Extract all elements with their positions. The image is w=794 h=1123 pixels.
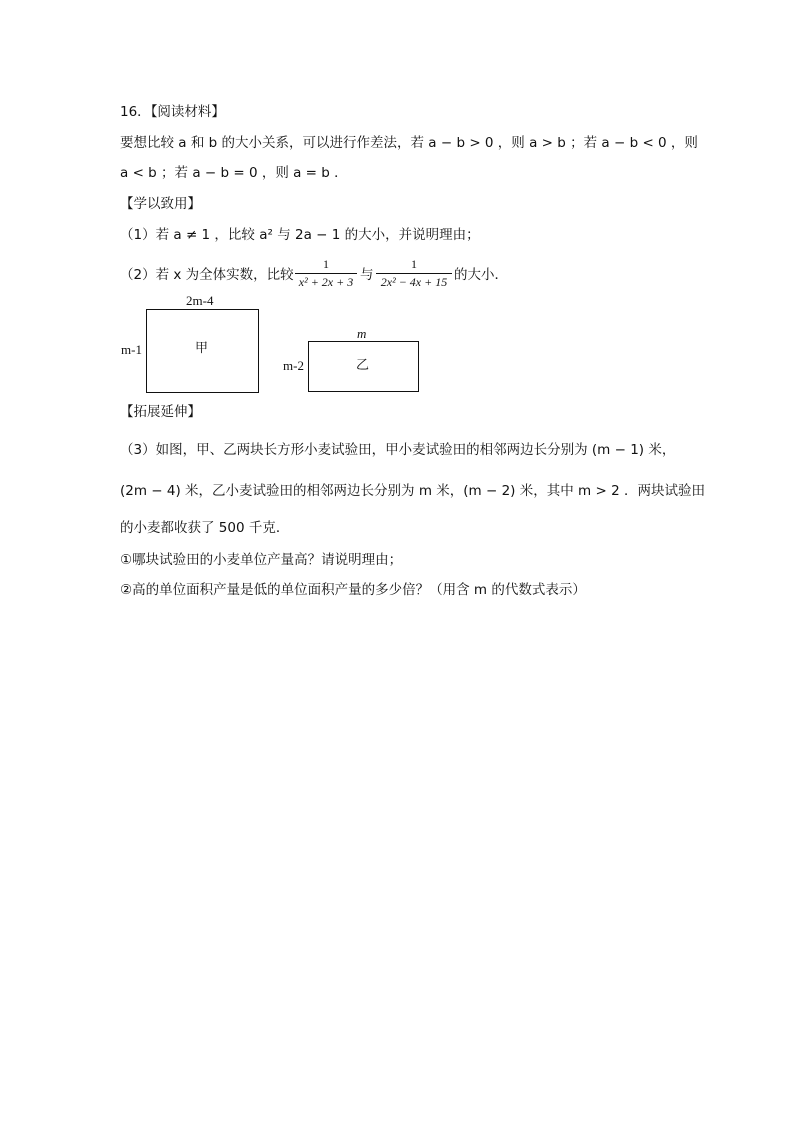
fraction-1-denominator: x² + 2x + 3 [298,275,354,289]
reading-line-2: a < b ；若 a − b = 0 ，则 a = b ． [120,165,348,181]
fraction-2-denominator: 2x² − 4x + 15 [380,275,448,289]
field-b-side-label: m-2 [283,358,304,373]
apply-heading: 【学以致用】 [120,196,201,212]
reading-heading: 【阅读材料】 [150,104,225,120]
extend-heading: 【拓展延伸】 [120,404,201,420]
field-b-name: 乙 [356,358,370,373]
sub-question-2: ②高的单位面积产量是低的单位面积产量的多少倍？（用含 m 的代数式表示） [120,582,586,598]
fraction-2 [376,257,452,291]
question-1: （1）若 a ≠ 1 ，比较 a² 与 2a − 1 的大小，并说明理由； [120,227,480,243]
question-3-line-2: (2m − 4) 米，乙小麦试验田的相邻两边长分别为 m 米，(m − 2) 米，其中 m > 2 ．两块试验田 [120,483,705,499]
field-a-name: 甲 [195,341,209,356]
question-3-line-1: （3）如图，甲、乙两块长方形小麦试验田，甲小麦试验田的相邻两边长分别为 (m − 1) 米， [120,442,676,458]
question-2-prefix: （2）若 x 为全体实数，比较 [120,267,294,283]
problem-number: 16． [120,104,151,120]
field-a-side-label: m-1 [121,342,142,357]
fraction-2-numerator: 1 [411,257,417,271]
field-a-top-label: 2m-4 [186,293,214,308]
question-2-suffix: 的大小． [454,267,508,283]
question-2-connector: 与 [360,267,374,283]
fraction-1 [295,257,357,291]
fraction-1-numerator: 1 [323,257,329,271]
field-b-top-label: m [357,326,367,341]
question-3-line-3: 的小麦都收获了 500 千克． [120,520,290,536]
sub-question-1: ①哪块试验田的小麦单位产量高？请说明理由； [120,552,403,568]
reading-line-1: 要想比较 a 和 b 的大小关系，可以进行作差法，若 a − b > 0 ，则 a > b ；若 a − b < 0 ，则 [120,135,698,151]
problem-heading [120,103,225,121]
fraction-1-bar [295,273,357,274]
fraction-2-bar [376,273,452,274]
